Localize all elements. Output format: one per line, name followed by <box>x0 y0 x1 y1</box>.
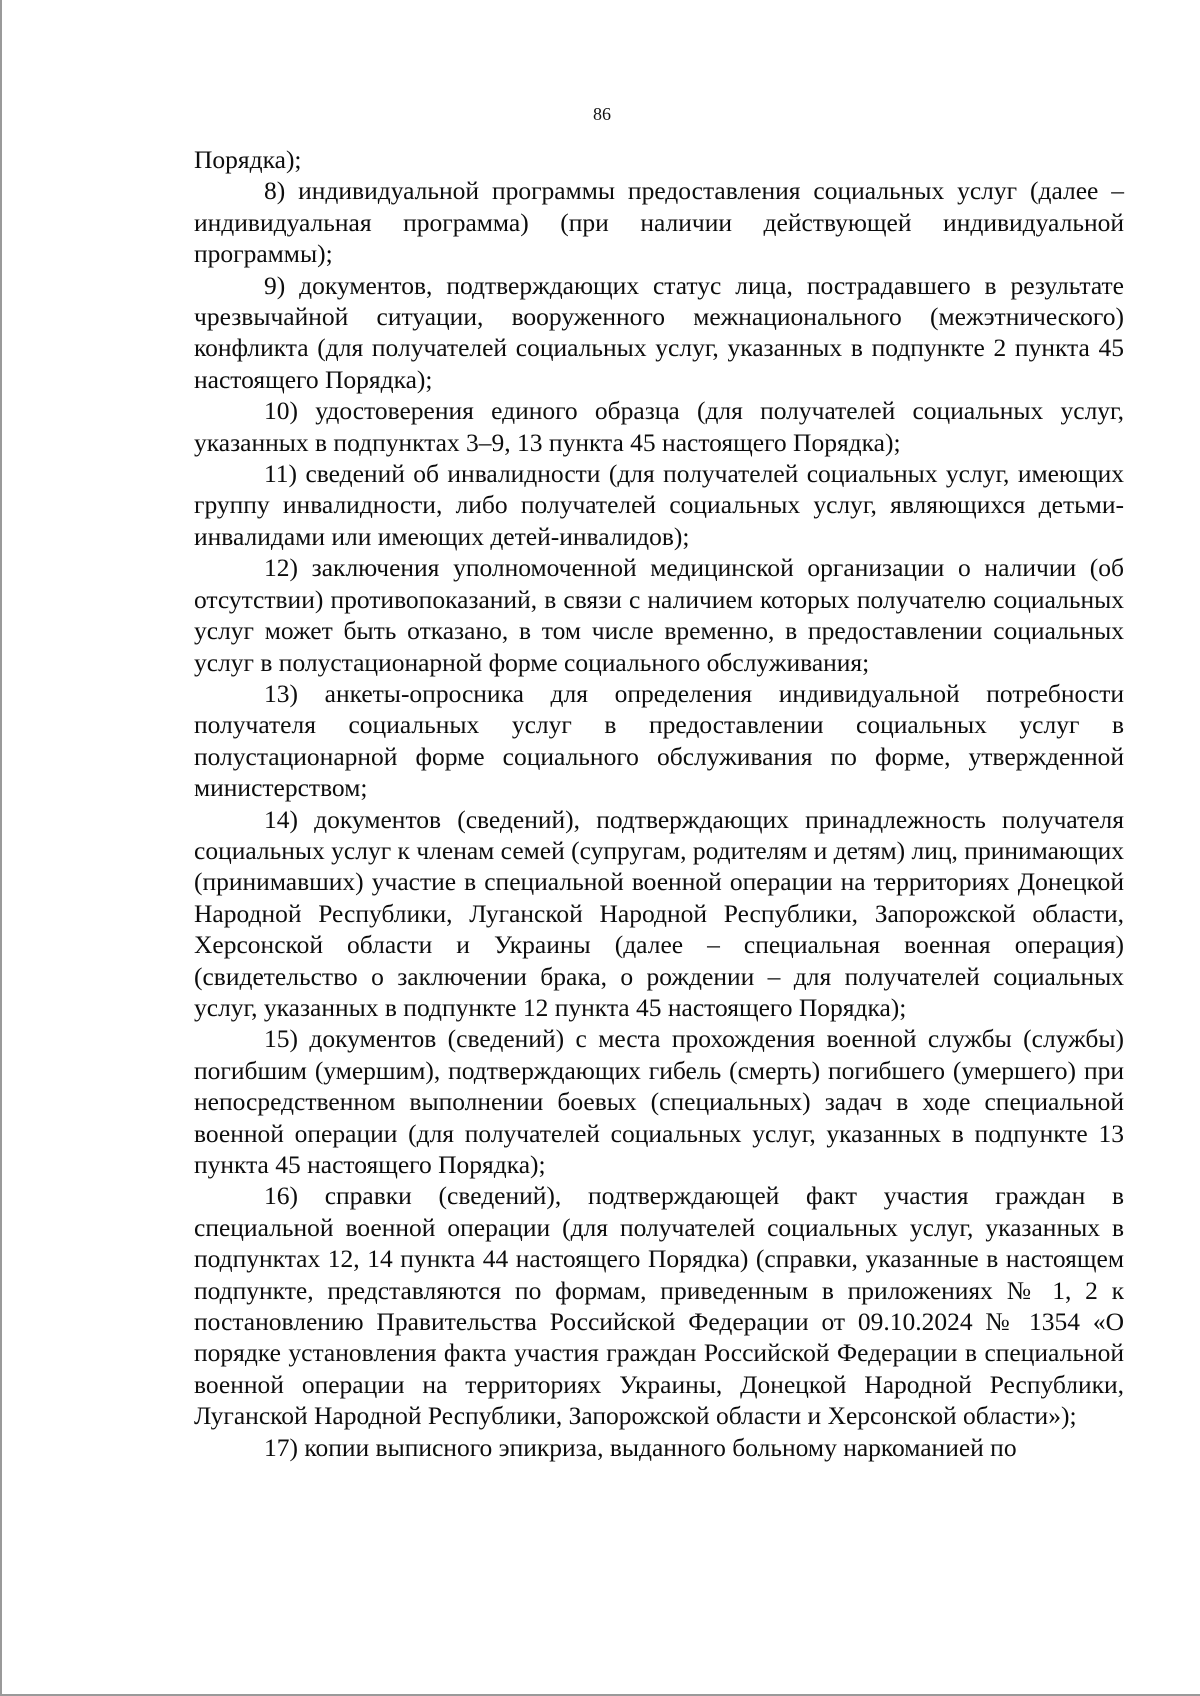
paragraph-item-13: 13) анкеты-опросника для определения индивидуальной потребности получателя социальных услуг в предоставлении социальных услуг в полустационарной форме социального обслуживания по форме, утвержденной министерством; <box>194 678 1124 803</box>
document-body <box>194 144 1124 1463</box>
paragraph-item-10: 10) удостоверения единого образца (для получателей социальных услуг, указанных в подпунктах 3–9, 13 пункта 45 настоящего Порядка); <box>194 396 1124 457</box>
paragraph-item-15: 15) документов (сведений) с места прохождения военной службы (службы) погибшим (умершим), подтверждающих гибель (смерть) погибшего (умершего) при непосредственном выполнении боевых (специальных) задач в ходе специальной военной операции (для получателей социальных услуг, указанных в подпункте 13 пункта 45 настоящего Порядка); <box>194 1024 1124 1179</box>
paragraph-item-9: 9) документов, подтверждающих статус лица, пострадавшего в результате чрезвычайной ситуации, вооруженного межнационального (межэтнического) конфликта (для получателей социальных услуг, указанных в подпункте 2 пункта 45 настоящего Порядка); <box>194 270 1124 394</box>
paragraph-item-8: 8) индивидуальной программы предоставления социальных услуг (далее – индивидуальная программа) (при наличии действующей индивидуальной программы); <box>194 176 1124 269</box>
paragraph-item-11: 11) сведений об инвалидности (для получателей социальных услуг, имеющих группу инвалидности, либо получателей социальных услуг, являющихся детьми-инвалидами или имеющих детей-инвалидов); <box>194 459 1124 551</box>
paragraph-item-16: 16) справки (сведений), подтверждающей факт участия граждан в специальной военной операции (для получателей социальных услуг, указанных в подпунктах 12, 14 пункта 44 настоящего Порядка) (справки, указанные в настоящем подпункте, представляются по формам, приведенным в приложениях № 1, 2 к постановлению Правительства Российской Федерации от 09.10.2024 № 1354 «О порядке установления факта участия граждан Российской Федерации в специальной военной операции на территориях Украины, Донецкой Народной Республики, Луганской Народной Республики, Запорожской области и Херсонской области»); <box>194 1181 1124 1431</box>
paragraph-item-12: 12) заключения уполномоченной медицинской организации о наличии (об отсутствии) противопоказаний, в связи с наличием которых получателю социальных услуг может быть отказано, в том числе временно, в предоставлении социальных услуг в полустационарной форме социального обслуживания; <box>194 553 1124 677</box>
paragraph-item-17: 17) копии выписного эпикриза, выданного больному наркоманией по <box>264 1432 1017 1462</box>
page-number: 86 <box>593 104 611 124</box>
paragraph-continuation: Порядка); <box>194 145 302 174</box>
paragraph-item-14: 14) документов (сведений), подтверждающих принадлежность получателя социальных услуг к членам семей (супругам, родителям и детям) лиц, принимающих (принимавших) участие в специальной военной операции на территориях Донецкой Народной Республики, Луганской Народной Республики, Запорожской области, Херсонской области и Украины (далее – специальная военная операция) (свидетельство о заключении брака, о рождении – для получателей социальных услуг, указанных в подпункте 12 пункта 45 настоящего Порядка); <box>194 804 1124 1022</box>
